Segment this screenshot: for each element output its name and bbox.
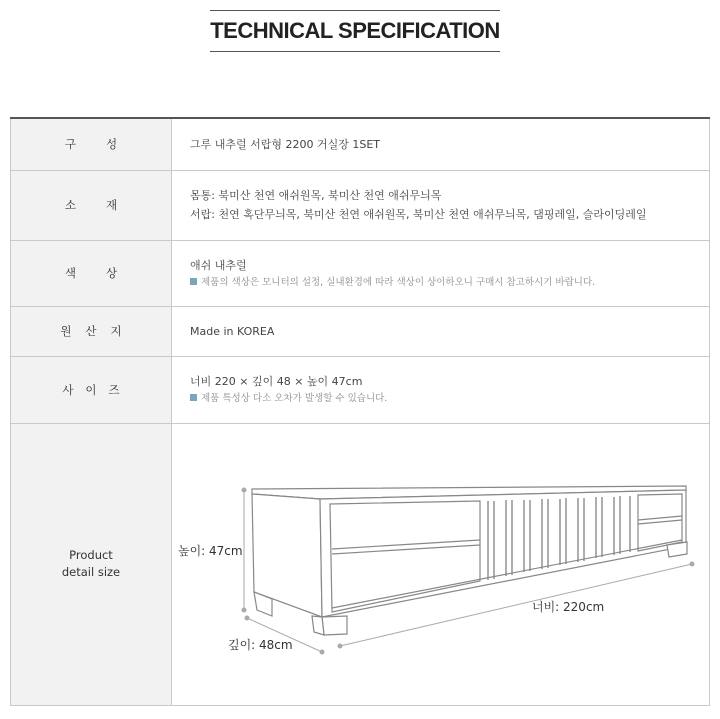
spec-row-composition [11,118,710,170]
spec-value [172,118,710,170]
spec-value-line: 너비 220 × 깊이 48 × 높이 47cm [190,375,363,388]
spec-value [172,170,710,240]
spec-row-color [11,240,710,306]
spec-diagram-cell [172,423,710,705]
spec-note-text: 제품 특성상 다소 오차가 발생할 수 있습니다. [201,393,388,404]
width-dimension-label: 너비: 220cm [532,600,605,614]
spec-table [10,117,710,706]
spec-value-line: 몸통: 북미산 천연 애쉬원목, 북미산 천연 애쉬무늬목 [190,189,442,202]
spec-value-line: Made in KOREA [190,324,275,338]
spec-value [172,356,710,423]
title-bar [210,10,500,52]
spec-label: 색상 [11,240,172,306]
spec-note [190,391,708,407]
spec-label: 구성 [11,118,172,170]
page-title: TECHNICAL SPECIFICATION [210,18,500,43]
spec-label: 원산지 [11,306,172,356]
spec-label-line: detail size [61,565,121,579]
spec-row-size [11,356,710,423]
height-dimension-label: 높이: 47cm [178,544,243,558]
spec-note [190,275,708,291]
spec-value [172,306,710,356]
spec-label: 소재 [11,170,172,240]
spec-label [11,423,172,705]
spec-value-line: 서랍: 천연 혹단무늬목, 북미산 천연 애쉬원목, 북미산 천연 애쉬무늬목, 댐핑레일, 슬라이딩레일 [190,208,647,221]
spec-label: 사이즈 [11,356,172,423]
spec-note-text: 제품의 색상은 모니터의 설정, 실내환경에 따라 색상이 상이하오니 구매시 참고하시기 바랍니다. [201,276,596,288]
spec-row-material [11,170,710,240]
spec-label-line: Product [69,548,113,562]
square-bullet-icon [190,278,197,285]
spec-row-detail-size [11,423,710,705]
size-diagram [172,424,709,704]
spec-value-line: 그루 내추럴 서랍형 2200 거실장 1SET [190,137,381,151]
spec-value [172,240,710,306]
spec-value-line: 애쉬 내추럴 [190,258,247,272]
tv-stand-drawing [172,424,712,704]
spec-row-origin [11,306,710,356]
depth-dimension-label: 깊이: 48cm [228,638,293,652]
square-bullet-icon [190,394,197,401]
